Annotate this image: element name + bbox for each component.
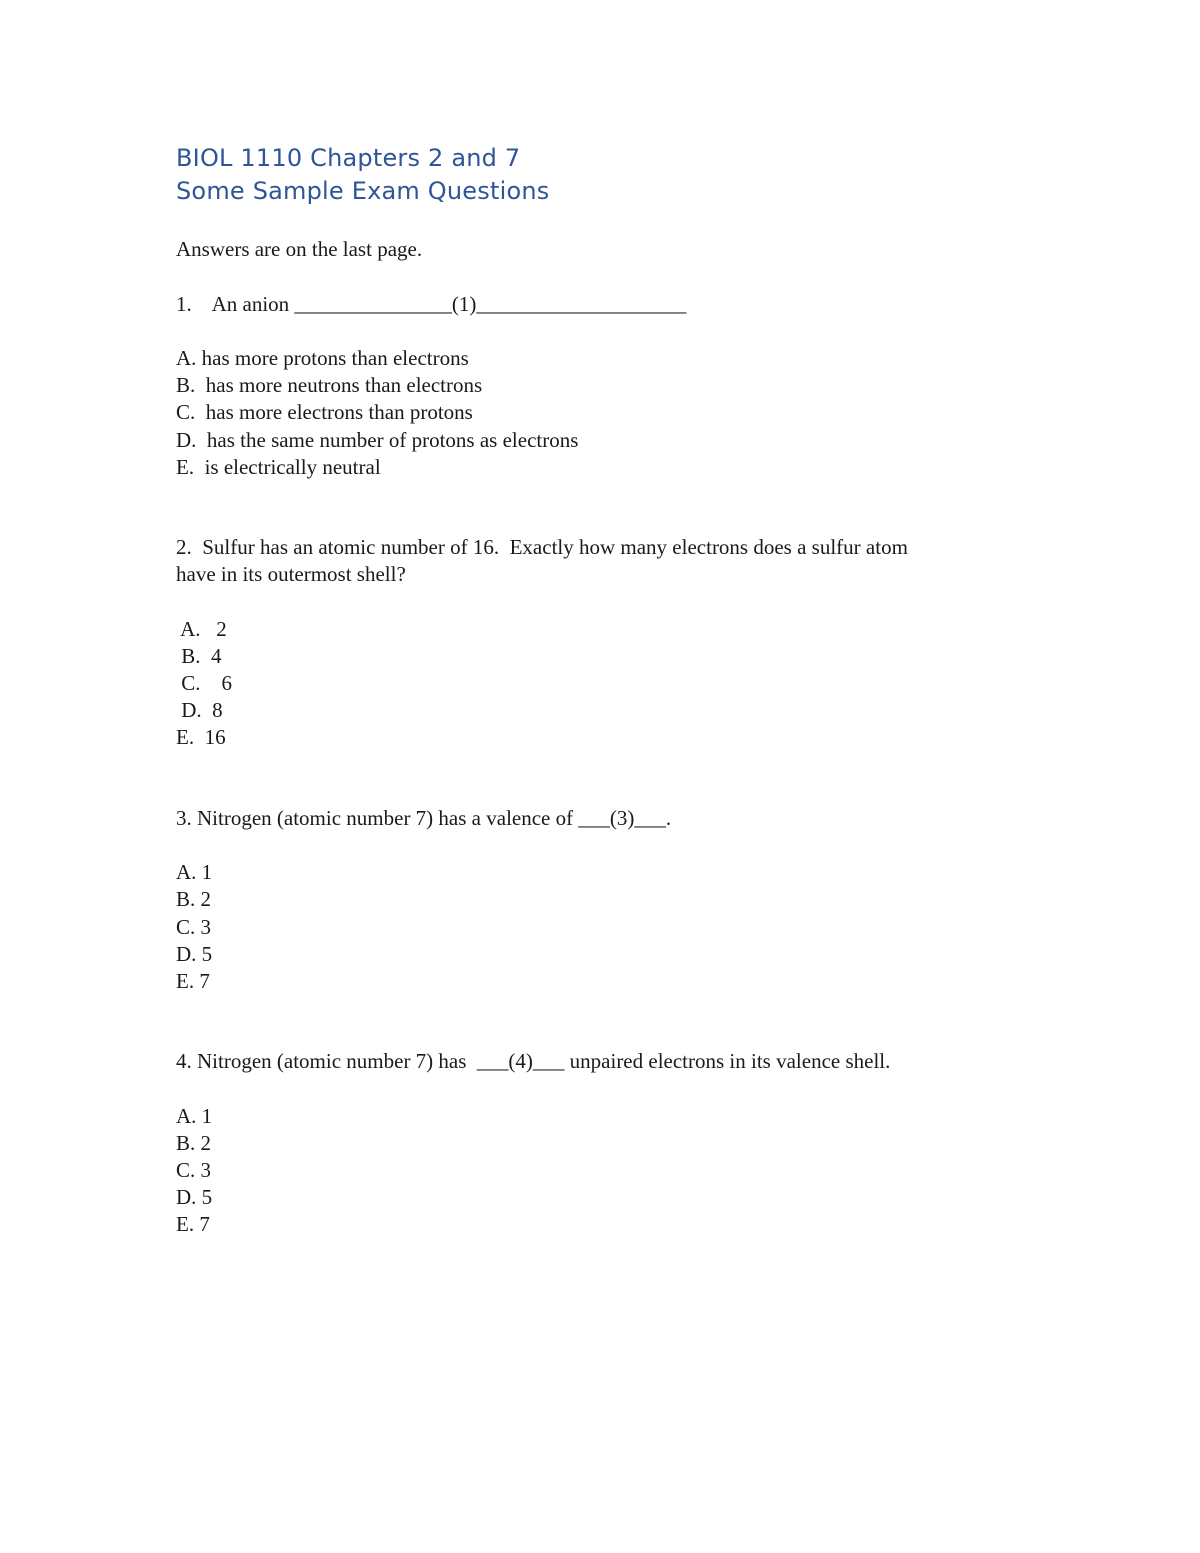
intro-note: Answers are on the last page. — [176, 237, 423, 261]
question-2-option-a: A. 2 — [176, 617, 227, 641]
question-2-option-b: B. 4 — [176, 644, 222, 668]
question-2-stem-line-1: 2. Sulfur has an atomic number of 16. Exactly how many electrons does a sulfur atom — [176, 535, 908, 559]
question-1-option-c: C. has more electrons than protons — [176, 400, 473, 424]
title-subtitle-line: Some Sample Exam Questions — [176, 177, 550, 205]
question-3-stem: 3. Nitrogen (atomic number 7) has a valence of ___(3)___. — [176, 806, 672, 830]
question-1-option-b: B. has more neutrons than electrons — [176, 373, 483, 397]
question-3-option-b: B. 2 — [176, 887, 212, 911]
question-2-option-c: C. 6 — [176, 671, 233, 695]
question-4-option-b: B. 2 — [176, 1131, 212, 1155]
question-2-stem-line-2: have in its outermost shell? — [176, 562, 406, 586]
question-2-option-d: D. 8 — [176, 698, 223, 722]
question-2-option-e: E. 16 — [176, 725, 226, 749]
question-1-stem: 1. An anion _______________(1)____________________ — [176, 292, 687, 316]
document-title — [176, 142, 549, 208]
question-4-stem: 4. Nitrogen (atomic number 7) has ___(4)___ unpaired electrons in its valence shell. — [176, 1049, 891, 1073]
question-3-option-c: C. 3 — [176, 915, 212, 939]
title-course-line: BIOL 1110 Chapters 2 and 7 — [176, 144, 521, 172]
question-4-option-d: D. 5 — [176, 1185, 213, 1209]
question-1-option-a: A. has more protons than electrons — [176, 346, 469, 370]
question-1-option-d: D. has the same number of protons as electrons — [176, 428, 579, 452]
question-3-option-d: D. 5 — [176, 942, 213, 966]
question-4-option-e: E. 7 — [176, 1212, 210, 1236]
question-4-option-c: C. 3 — [176, 1158, 212, 1182]
question-1-option-e: E. is electrically neutral — [176, 455, 381, 479]
question-3-option-e: E. 7 — [176, 969, 210, 993]
question-4-option-a: A. 1 — [176, 1104, 213, 1128]
question-3-option-a: A. 1 — [176, 860, 213, 884]
